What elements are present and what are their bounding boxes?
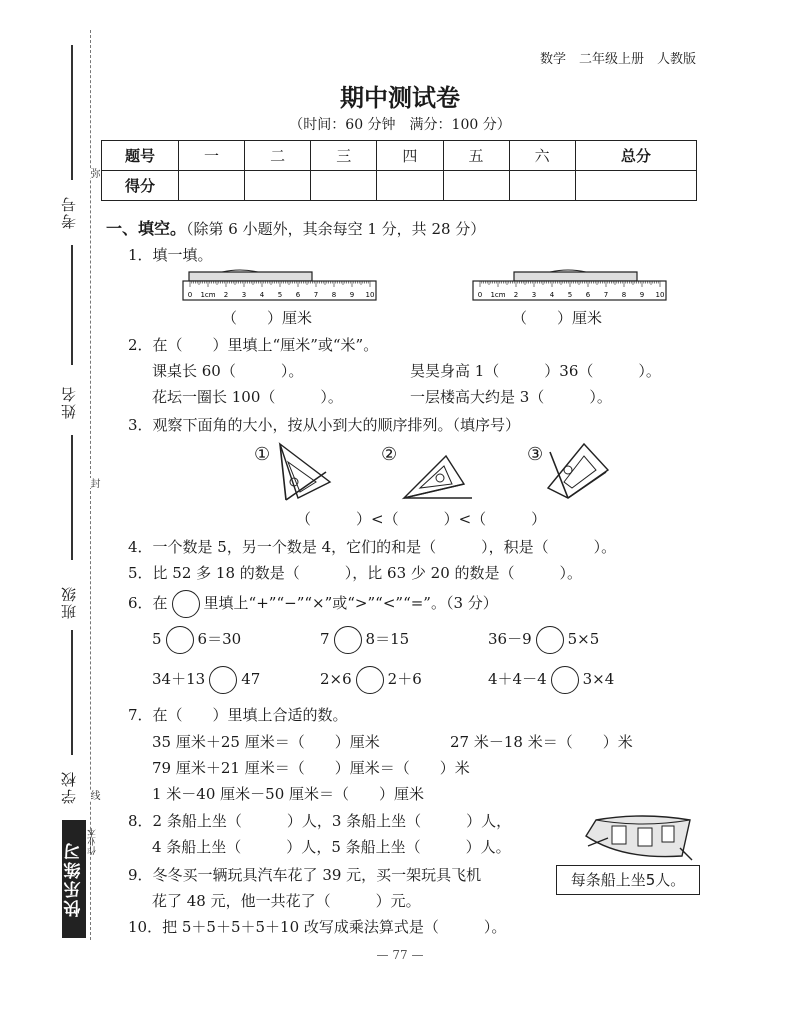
score-cell[interactable] (575, 171, 696, 201)
section-1-heading (106, 216, 485, 239)
q6-item-3 (488, 626, 599, 654)
school-line (71, 630, 73, 755)
score-header-cell: 六 (509, 141, 575, 171)
ruler-label: 10 (365, 291, 375, 299)
ruler-label: 0 (187, 291, 193, 299)
q6-left: 7 (320, 630, 330, 648)
q6-left: 4＋4－4 (488, 670, 547, 688)
q2-text: 2．在（ ）里填上“厘米”或“米”。 (128, 336, 379, 354)
q6-item-6 (488, 666, 614, 694)
q3-label-3: ③ (527, 444, 544, 465)
q6-item-4 (152, 666, 260, 694)
brand-sub: 作业本 (88, 828, 98, 855)
ruler-label: 6 (295, 291, 301, 299)
score-cell[interactable] (443, 171, 509, 201)
ruler-label: 5 (277, 291, 283, 299)
q7-a[interactable]: 35 厘米＋25 厘米＝（ ）厘米 (152, 733, 380, 751)
q6-left: 34＋13 (152, 670, 206, 688)
q3-text: 3．观察下面角的大小，按从小到大的顺序排列。（填序号） (128, 416, 521, 434)
page-subtitle: （时间：60 分钟 满分：100 分） (289, 117, 511, 133)
score-cell[interactable] (245, 171, 311, 201)
q10-text[interactable]: 10．把 5＋5＋5＋5＋10 改写成乘法算式是（ ）。 (128, 918, 507, 936)
q6-right: 2＋6 (387, 670, 422, 688)
q1-answer-left[interactable]: （ ）厘米 (222, 309, 313, 327)
q6-right: 8＝15 (365, 630, 410, 648)
q1-text: 1．填一填。 (128, 246, 213, 264)
q5-text[interactable]: 5．比 52 多 18 的数是（ ），比 63 少 20 的数是（ ）。 (128, 564, 583, 582)
q2-c[interactable]: 花坛一圈长 100（ ）。 (152, 388, 343, 406)
ruler-label: 3 (531, 291, 537, 299)
section-1-title: 一、填空。 (106, 219, 187, 238)
triangle-ruler-1 (270, 442, 340, 502)
ruler-label: 7 (603, 291, 609, 299)
exam-no-label: 考号 (60, 195, 78, 229)
score-cell[interactable] (179, 171, 245, 201)
answer-circle[interactable] (334, 626, 362, 654)
q6-pre: 6．在 (128, 594, 168, 612)
ruler-label: 1cm (490, 291, 506, 299)
triangle-ruler-2 (400, 452, 478, 502)
triangle-ruler-3 (544, 440, 614, 502)
answer-circle[interactable] (209, 666, 237, 694)
score-row-label: 得分 (102, 171, 179, 201)
pencil-left (189, 272, 312, 281)
class-label: 班级 (60, 585, 78, 619)
ruler-label: 4 (259, 291, 265, 299)
boat-icon (582, 806, 694, 864)
q7-text: 7．在（ ）里填上合适的数。 (128, 706, 348, 724)
score-header-cell: 二 (245, 141, 311, 171)
ruler-label: 9 (349, 291, 355, 299)
ruler-right (472, 268, 668, 304)
q8-a[interactable]: 8．2 条船上坐（ ）人，3 条船上坐（ ）人， (128, 812, 512, 830)
q6-left: 36－9 (488, 630, 532, 648)
score-header-cell: 总分 (575, 141, 696, 171)
q6-item-2 (320, 626, 409, 654)
ruler-label: 3 (241, 291, 247, 299)
ruler-left (182, 268, 378, 304)
score-header-cell: 三 (311, 141, 377, 171)
circle-icon (172, 590, 200, 618)
brand-logo: 快乐练习 (62, 820, 86, 938)
section-1-note: （除第 6 小题外，其余每空 1 分，共 28 分） (186, 220, 486, 238)
class-line (71, 435, 73, 560)
q9-a: 9．冬冬买一辆玩具汽车花了 39 元，买一架玩具飞机 (128, 866, 482, 884)
q2-a[interactable]: 课桌长 60（ ）。 (152, 362, 304, 380)
ruler-label: 8 (621, 291, 627, 299)
boat-note: 每条船上坐5人。 (556, 865, 700, 895)
q4-text[interactable]: 4．一个数是 5，另一个数是 4，它们的和是（ ），积是（ ）。 (128, 538, 617, 556)
score-header-cell: 五 (443, 141, 509, 171)
q7-d[interactable]: 1 米－40 厘米－50 厘米＝（ ）厘米 (152, 785, 425, 803)
q6-item-5 (320, 666, 422, 694)
name-label: 姓名 (60, 385, 78, 419)
subject-info: 数学 二年级上册 人教版 (539, 52, 696, 67)
cut-mark-bottom: 线 (88, 790, 99, 800)
q3-order[interactable]: （ ）<（ ）<（ ） (296, 510, 547, 528)
ruler-label: 1cm (200, 291, 216, 299)
score-header-cell: 一 (179, 141, 245, 171)
q3-label-2: ② (381, 444, 398, 465)
q9-b[interactable]: 花了 48 元，他一共花了（ ）元。 (152, 892, 421, 910)
ruler-label: 7 (313, 291, 319, 299)
q6-item-1 (152, 626, 241, 654)
school-label: 学校 (60, 770, 78, 804)
score-header-row (102, 141, 697, 171)
score-header-cell: 四 (377, 141, 443, 171)
score-cell[interactable] (509, 171, 575, 201)
answer-circle[interactable] (356, 666, 384, 694)
page-title: 期中测试卷 (340, 84, 460, 112)
answer-circle[interactable] (536, 626, 564, 654)
answer-circle[interactable] (166, 626, 194, 654)
q6-post: 里填上“+”“−”“×”或“>”“<”“=”。（3 分） (203, 594, 498, 612)
score-table (101, 140, 697, 201)
score-row (102, 171, 697, 201)
cut-mark-mid: 封 (88, 478, 99, 488)
q6-right: 3×4 (582, 670, 615, 688)
answer-circle[interactable] (551, 666, 579, 694)
ruler-label: 4 (549, 291, 555, 299)
ruler-label: 5 (567, 291, 573, 299)
q1-answer-right[interactable]: （ ）厘米 (512, 309, 603, 327)
ruler-label: 9 (639, 291, 645, 299)
score-cell[interactable] (377, 171, 443, 201)
q6-left: 5 (152, 630, 162, 648)
score-cell[interactable] (311, 171, 377, 201)
q6-left: 2×6 (320, 670, 352, 688)
cut-mark-top: 弥 (88, 168, 99, 178)
ruler-label: 0 (477, 291, 483, 299)
ruler-label: 2 (513, 291, 519, 299)
ruler-label: 6 (585, 291, 591, 299)
ruler-label: 10 (655, 291, 665, 299)
q3-label-1: ① (254, 444, 271, 465)
page-number: — 77 — (376, 948, 424, 962)
ruler-label: 8 (331, 291, 337, 299)
ruler-label: 2 (223, 291, 229, 299)
q2-d[interactable]: 一层楼高大约是 3（ ）。 (410, 388, 612, 406)
pencil-right (514, 272, 637, 281)
q6-right: 6＝30 (197, 630, 242, 648)
score-header-cell: 题号 (102, 141, 179, 171)
name-line (71, 245, 73, 365)
q7-c[interactable]: 79 厘米＋21 厘米＝（ ）厘米＝（ ）米 (152, 759, 470, 777)
q2-b[interactable]: 昊昊身高 1（ ）36（ ）。 (410, 362, 661, 380)
q6-right: 5×5 (567, 630, 600, 648)
q8-b[interactable]: 4 条船上坐（ ）人，5 条船上坐（ ）人。 (152, 838, 511, 856)
q6-text (128, 590, 498, 618)
q6-right: 47 (241, 670, 261, 688)
q7-b[interactable]: 27 米－18 米＝（ ）米 (450, 733, 633, 751)
